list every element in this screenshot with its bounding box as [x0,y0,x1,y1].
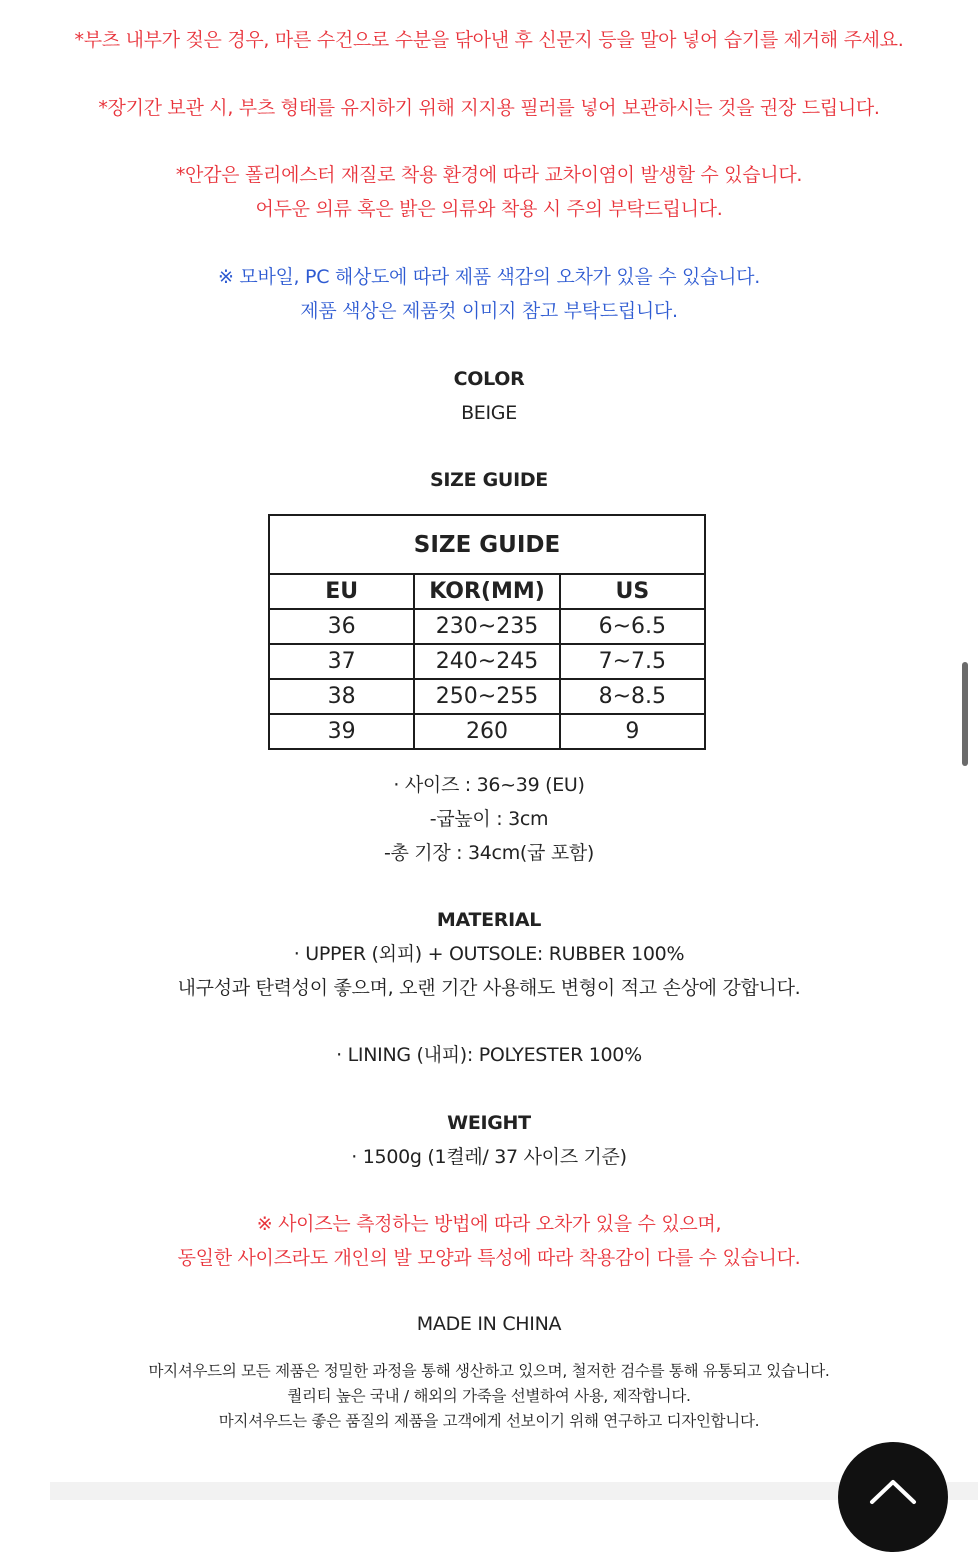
care-notice-1: *부츠 내부가 젖은 경우, 마른 수건으로 수분을 닦아낸 후 신문지 등을 말아 넣어 습기를 제거해 주세요. [74,29,904,51]
cell-kor: 230~235 [414,609,559,644]
cell-us: 7~7.5 [560,644,705,679]
color-heading: COLOR [453,368,525,390]
size-spec-length: -총 기장 : 34cm(굽 포함) [383,842,595,864]
size-table-header [269,574,705,609]
cell-eu: 37 [269,644,414,679]
care-notice-3-line2: 어두운 의류 혹은 밝은 의류와 착용 시 주의 부탁드립니다. [255,198,723,220]
size-spec-heel: -굽높이 : 3cm [429,808,549,830]
size-table-title: SIZE GUIDE [269,515,705,574]
color-value: BEIGE [461,402,517,424]
care-notice-3-line1: *안감은 폴리에스터 재질로 착용 환경에 따라 교차이염이 발생할 수 있습니다. [175,164,803,186]
size-notice-line2: 동일한 사이즈라도 개인의 발 모양과 특성에 따라 착용감이 다를 수 있습니다. [177,1247,801,1269]
care-notice-2: *장기간 보관 시, 부츠 형태를 유지하기 위해 지지용 필러를 넣어 보관하시는 것을 권장 드립니다. [98,97,880,119]
color-notice-line1: ※ 모바일, PC 해상도에 따라 제품 색감의 오차가 있을 수 있습니다. [218,266,760,288]
cell-kor: 240~245 [414,644,559,679]
cell-eu: 36 [269,609,414,644]
weight-value: · 1500g (1켤레/ 37 사이즈 기준) [351,1146,627,1168]
material-upper: · UPPER (외피) + OUTSOLE: RUBBER 100% [293,943,685,965]
table-row [269,714,705,749]
table-row [269,679,705,714]
origin-text: MADE IN CHINA [416,1313,562,1335]
material-upper-desc: 내구성과 탄력성이 좋으며, 오랜 기간 사용해도 변형이 적고 손상에 강합니다. [177,977,801,999]
cell-eu: 38 [269,679,414,714]
scrollbar-thumb[interactable] [962,662,968,766]
color-notice-line2: 제품 색상은 제품컷 이미지 참고 부탁드립니다. [300,300,678,322]
size-guide-table [268,514,706,750]
material-lining: · LINING (내피): POLYESTER 100% [336,1044,642,1066]
table-row [269,609,705,644]
cell-us: 6~6.5 [560,609,705,644]
column-header-us: US [560,574,705,609]
brand-text-line3: 마지셔우드는 좋은 품질의 제품을 고객에게 선보이기 위해 연구하고 디자인합니다. [218,1412,760,1430]
scroll-top-button[interactable] [838,1442,948,1552]
material-heading: MATERIAL [436,909,542,931]
cell-eu: 39 [269,714,414,749]
table-row [269,644,705,679]
chevron-up-icon [866,1474,920,1508]
column-header-eu: EU [269,574,414,609]
column-header-kor: KOR(MM) [414,574,559,609]
weight-heading: WEIGHT [447,1112,531,1134]
size-spec-range: · 사이즈 : 36~39 (EU) [393,774,585,796]
cell-kor: 260 [414,714,559,749]
cell-kor: 250~255 [414,679,559,714]
size-guide-heading: SIZE GUIDE [430,469,548,491]
brand-text-line2: 퀄리티 높은 국내 / 해외의 가죽을 선별하여 사용, 제작합니다. [287,1387,691,1405]
size-notice-line1: ※ 사이즈는 측정하는 방법에 따라 오차가 있을 수 있으며, [256,1213,722,1235]
cell-us: 9 [560,714,705,749]
cell-us: 8~8.5 [560,679,705,714]
brand-text-line1: 마지셔우드의 모든 제품은 정밀한 과정을 통해 생산하고 있으며, 철저한 검수를 통해 유통되고 있습니다. [148,1362,830,1380]
